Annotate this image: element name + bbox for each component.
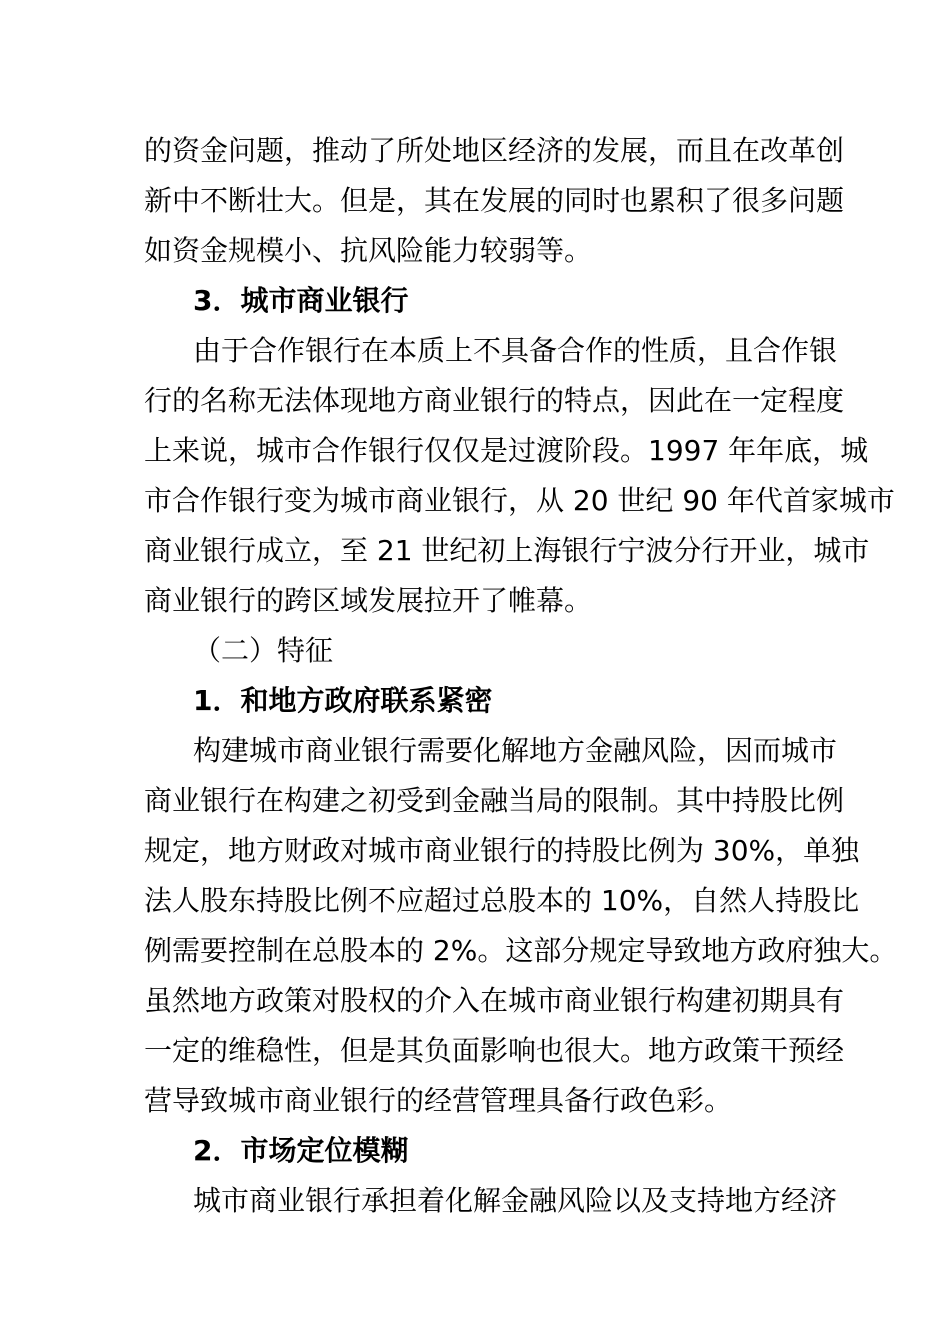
section-subtitle: （二）特征 <box>193 634 334 667</box>
paragraph-line: 营导致城市商业银行的经营管理具备行政色彩。 <box>144 1084 733 1117</box>
paragraph-line: 例需要控制在总股本的 2%。这部分规定导致地方政府独大。 <box>144 934 898 967</box>
paragraph-line: 上来说，城市合作银行仅仅是过渡阶段。1997 年年底，城 <box>144 434 869 467</box>
section-heading: 2．市场定位模糊 <box>193 1134 409 1167</box>
paragraph-line: 行的名称无法体现地方商业银行的特点，因此在一定程度 <box>144 384 845 417</box>
paragraph-line: 的资金问题，推动了所处地区经济的发展，而且在改革创 <box>144 134 845 167</box>
section-heading: 1．和地方政府联系紧密 <box>193 684 493 717</box>
paragraph-line: 一定的维稳性，但是其负面影响也很大。地方政策干预经 <box>144 1034 845 1067</box>
paragraph-line: 虽然地方政策对股权的介入在城市商业银行构建初期具有 <box>144 984 845 1017</box>
paragraph-line: 商业银行成立，至 21 世纪初上海银行宁波分行开业，城市 <box>144 534 870 567</box>
paragraph-line: 市合作银行变为城市商业银行，从 20 世纪 90 年代首家城市 <box>144 484 895 517</box>
paragraph-line: 商业银行的跨区域发展拉开了帷幕。 <box>144 584 593 617</box>
section-heading: 3．城市商业银行 <box>193 284 409 317</box>
paragraph-line: 法人股东持股比例不应超过总股本的 10%，自然人持股比 <box>144 884 860 917</box>
paragraph-line: 由于合作银行在本质上不具备合作的性质，且合作银 <box>193 334 838 367</box>
paragraph-line: 城市商业银行承担着化解金融风险以及支持地方经济 <box>193 1184 838 1217</box>
paragraph-line: 构建城市商业银行需要化解地方金融风险，因而城市 <box>193 734 838 767</box>
paragraph-line: 新中不断壮大。但是，其在发展的同时也累积了很多问题 <box>144 184 845 217</box>
paragraph-line: 商业银行在构建之初受到金融当局的限制。其中持股比例 <box>144 784 845 817</box>
paragraph-line: 如资金规模小、抗风险能力较弱等。 <box>144 234 593 267</box>
paragraph-line: 规定，地方财政对城市商业银行的持股比例为 30%，单独 <box>144 834 860 867</box>
